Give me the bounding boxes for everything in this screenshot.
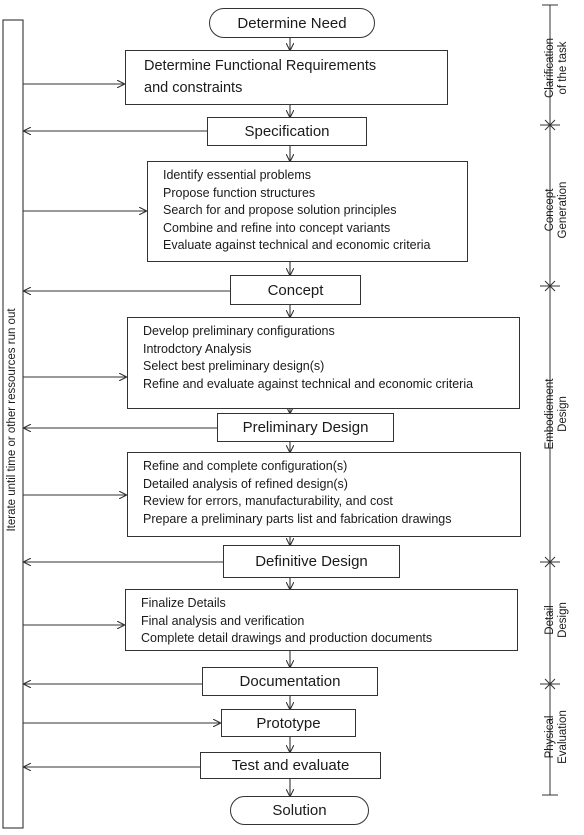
preliminary-design-label: Preliminary Design <box>242 419 369 436</box>
embodiment-task-4: Refine and evaluate against technical and economic criteria <box>143 376 474 391</box>
functional-requirements-line-2: and constraints <box>144 80 243 96</box>
phase-detail-design: Detail Design <box>544 602 569 638</box>
phase-concept-generation: Concept Generation <box>544 181 569 239</box>
refine-task-4: Prepare a preliminary parts list and fabrication drawings <box>143 511 452 526</box>
definitive-design-label: Definitive Design <box>255 553 368 570</box>
detail-task-2: Final analysis and verification <box>141 613 305 628</box>
refine-task-1: Refine and complete configuration(s) <box>143 459 348 473</box>
solution-label: Solution <box>272 802 327 819</box>
test-evaluate-label: Test and evaluate <box>231 757 350 774</box>
test-evaluate-node <box>200 752 381 779</box>
iterate-label: Iterate until time or other ressources run out <box>6 308 18 532</box>
embodiment-task-1: Develop preliminary configurations <box>143 324 335 338</box>
embodiment-tasks-box <box>127 317 520 409</box>
embodiment-task-2: Introdctory Analysis <box>143 341 252 356</box>
phase-physical-evaluation: Physical Evaluation <box>544 710 569 764</box>
detail-task-3: Complete detail drawings and production documents <box>141 631 433 646</box>
concept-node <box>230 275 361 305</box>
determine-need-label: Determine Need <box>237 14 347 32</box>
concept-task-2: Propose function structures <box>163 185 316 200</box>
specification-label: Specification <box>244 123 330 140</box>
phase-embodiment-design: Embodiement Design <box>544 378 569 450</box>
documentation-label: Documentation <box>239 673 341 690</box>
detail-tasks-box <box>125 589 518 651</box>
concept-label: Concept <box>267 281 324 299</box>
definitive-design-node <box>223 545 400 578</box>
functional-requirements-box <box>125 50 448 105</box>
detail-task-1: Finalize Details <box>141 596 226 610</box>
solution-node <box>230 796 369 825</box>
concept-task-1: Identify essential problems <box>163 168 311 182</box>
specification-node <box>207 117 367 146</box>
concept-tasks-box <box>147 161 468 262</box>
phase-clarification: Clarification of the task <box>544 37 569 99</box>
embodiment-task-3: Select best preliminary design(s) <box>143 359 325 374</box>
refine-task-3: Review for errors, manufacturability, and cost <box>143 494 393 509</box>
refine-task-2: Detailed analysis of refined design(s) <box>143 476 348 491</box>
determine-need-node <box>209 8 375 38</box>
refine-tasks-box <box>127 452 521 537</box>
functional-requirements-line-1: Determine Functional Requirements <box>144 58 377 74</box>
prototype-label: Prototype <box>256 714 321 732</box>
documentation-node <box>202 667 378 696</box>
concept-task-5: Evaluate against technical and economic criteria <box>163 238 431 253</box>
concept-task-4: Combine and refine into concept variants <box>163 220 391 235</box>
prototype-node <box>221 709 356 737</box>
preliminary-design-node <box>217 413 394 442</box>
concept-task-3: Search for and propose solution principles <box>163 203 397 218</box>
